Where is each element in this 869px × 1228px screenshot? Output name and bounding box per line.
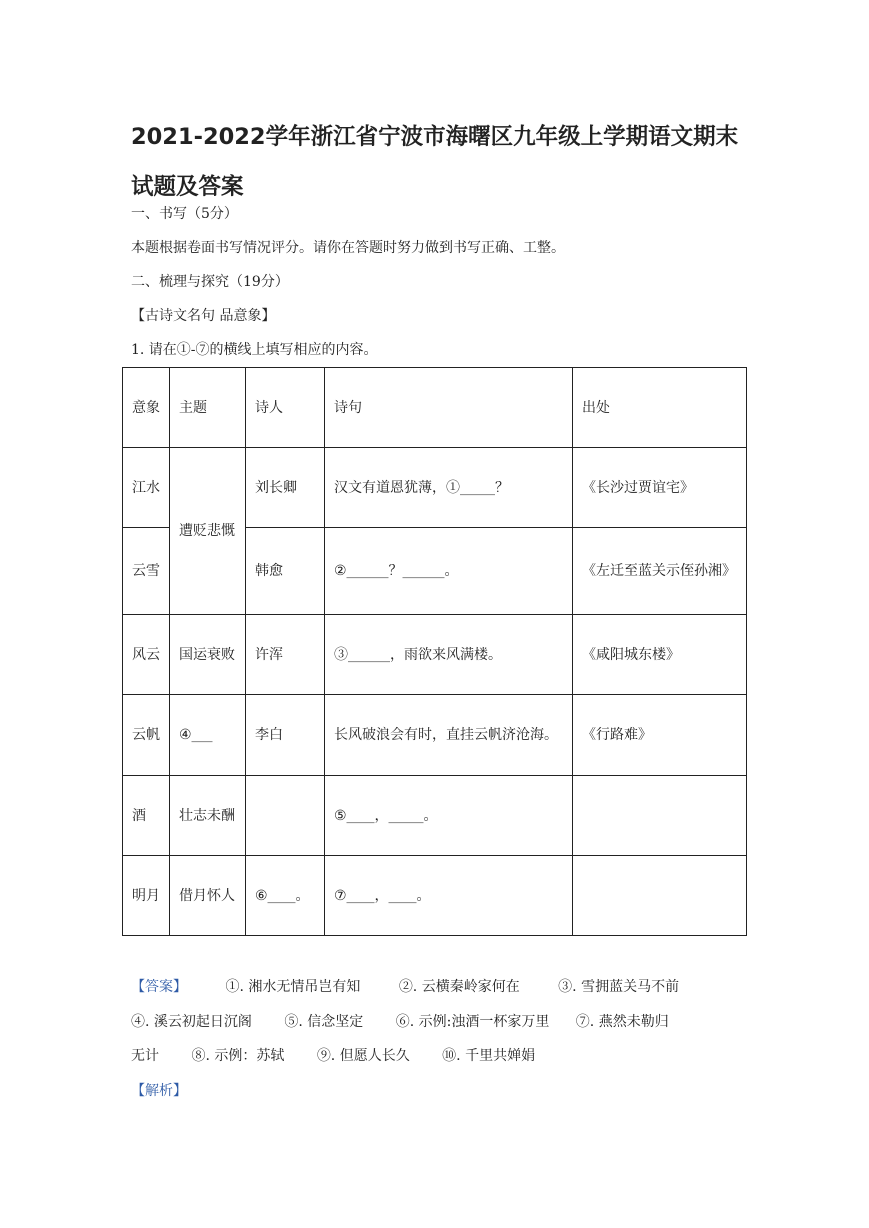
- poem-table: [122, 367, 747, 936]
- image-cell: 云帆: [123, 695, 170, 776]
- poet-cell: 许浑: [246, 615, 325, 695]
- theme-cell-merged: 遭贬悲慨: [170, 448, 246, 615]
- table-row: [123, 615, 747, 695]
- question-1: 1. 请在①-⑦的横线上填写相应的内容。: [131, 342, 378, 358]
- line-cell: 汉文有道恩犹薄，①_____？: [325, 448, 573, 528]
- source-cell: 《行路难》: [573, 695, 747, 776]
- theme-cell: 借月怀人: [170, 856, 246, 936]
- analysis-label: 【解析】: [131, 1083, 187, 1099]
- poet-cell: ⑥____。: [246, 856, 325, 936]
- image-cell: 云雪: [123, 528, 170, 615]
- poet-cell: 李白: [246, 695, 325, 776]
- table-row: [123, 695, 747, 776]
- source-cell: 《咸阳城东楼》: [573, 615, 747, 695]
- answer-item: 无计: [131, 1048, 159, 1064]
- header-cell: 意象: [123, 368, 170, 448]
- image-cell: 明月: [123, 856, 170, 936]
- line-cell: ③______，雨欲来风满楼。: [325, 615, 573, 695]
- source-cell: [573, 856, 747, 936]
- line-cell: ⑤____，_____。: [325, 776, 573, 856]
- answer-line-2: [131, 1012, 669, 1032]
- answer-item: ⑩. 千里共婵娟: [442, 1048, 536, 1064]
- answer-item: ⑤. 信念坚定: [284, 1014, 364, 1030]
- source-cell: 《左迁至蓝关示侄孙湘》: [573, 528, 747, 615]
- header-cell: 诗人: [246, 368, 325, 448]
- answer-item: ⑦. 燕然未勒归: [575, 1014, 669, 1030]
- table-row: [123, 776, 747, 856]
- answer-item: ⑧. 示例：苏轼: [191, 1048, 285, 1064]
- poet-cell: 韩愈: [246, 528, 325, 615]
- answer-item: ②. 云横秦岭家何在: [398, 979, 520, 995]
- table-row: [123, 448, 747, 528]
- sub-heading: 【古诗文名句 品意象】: [131, 308, 276, 324]
- header-cell: 出处: [573, 368, 747, 448]
- answer-line-1: [131, 977, 679, 997]
- source-cell: [573, 776, 747, 856]
- header-cell: 诗句: [325, 368, 573, 448]
- answer-item: ⑨. 但愿人长久: [316, 1048, 410, 1064]
- table-header-row: [123, 368, 747, 448]
- header-cell: 主题: [170, 368, 246, 448]
- image-cell: 风云: [123, 615, 170, 695]
- table-row: [123, 856, 747, 936]
- theme-cell: 壮志未酬: [170, 776, 246, 856]
- theme-cell: ④___: [170, 695, 246, 776]
- answer-item: ③. 雪拥蓝关马不前: [558, 979, 680, 995]
- answer-item: ④. 溪云初起日沉阁: [131, 1014, 252, 1030]
- document-title: 2021-2022学年浙江省宁波市海曙区九年级上学期语文期末试题及答案: [131, 124, 739, 200]
- line-cell: ⑦____，____。: [325, 856, 573, 936]
- source-cell: 《长沙过贾谊宅》: [573, 448, 747, 528]
- poet-cell: [246, 776, 325, 856]
- section-1-text: 本题根据卷面书写情况评分。请你在答题时努力做到书写正确、工整。: [131, 240, 565, 256]
- theme-cell: 国运衰败: [170, 615, 246, 695]
- image-cell: 江水: [123, 448, 170, 528]
- line-cell: ②______？______。: [325, 528, 573, 615]
- image-cell: 酒: [123, 776, 170, 856]
- answer-item: ①. 湘水无情吊岂有知: [225, 979, 361, 995]
- answer-line-3: [131, 1046, 535, 1066]
- answer-item: ⑥. 示例:浊酒一杯家万里: [395, 1014, 550, 1030]
- section-2-heading: 二、梳理与探究（19分）: [131, 274, 289, 290]
- poet-cell: 刘长卿: [246, 448, 325, 528]
- line-cell: 长风破浪会有时，直挂云帆济沧海。: [325, 695, 573, 776]
- section-1-heading: 一、书写（5分）: [131, 206, 238, 222]
- answer-label: 【答案】: [131, 979, 187, 995]
